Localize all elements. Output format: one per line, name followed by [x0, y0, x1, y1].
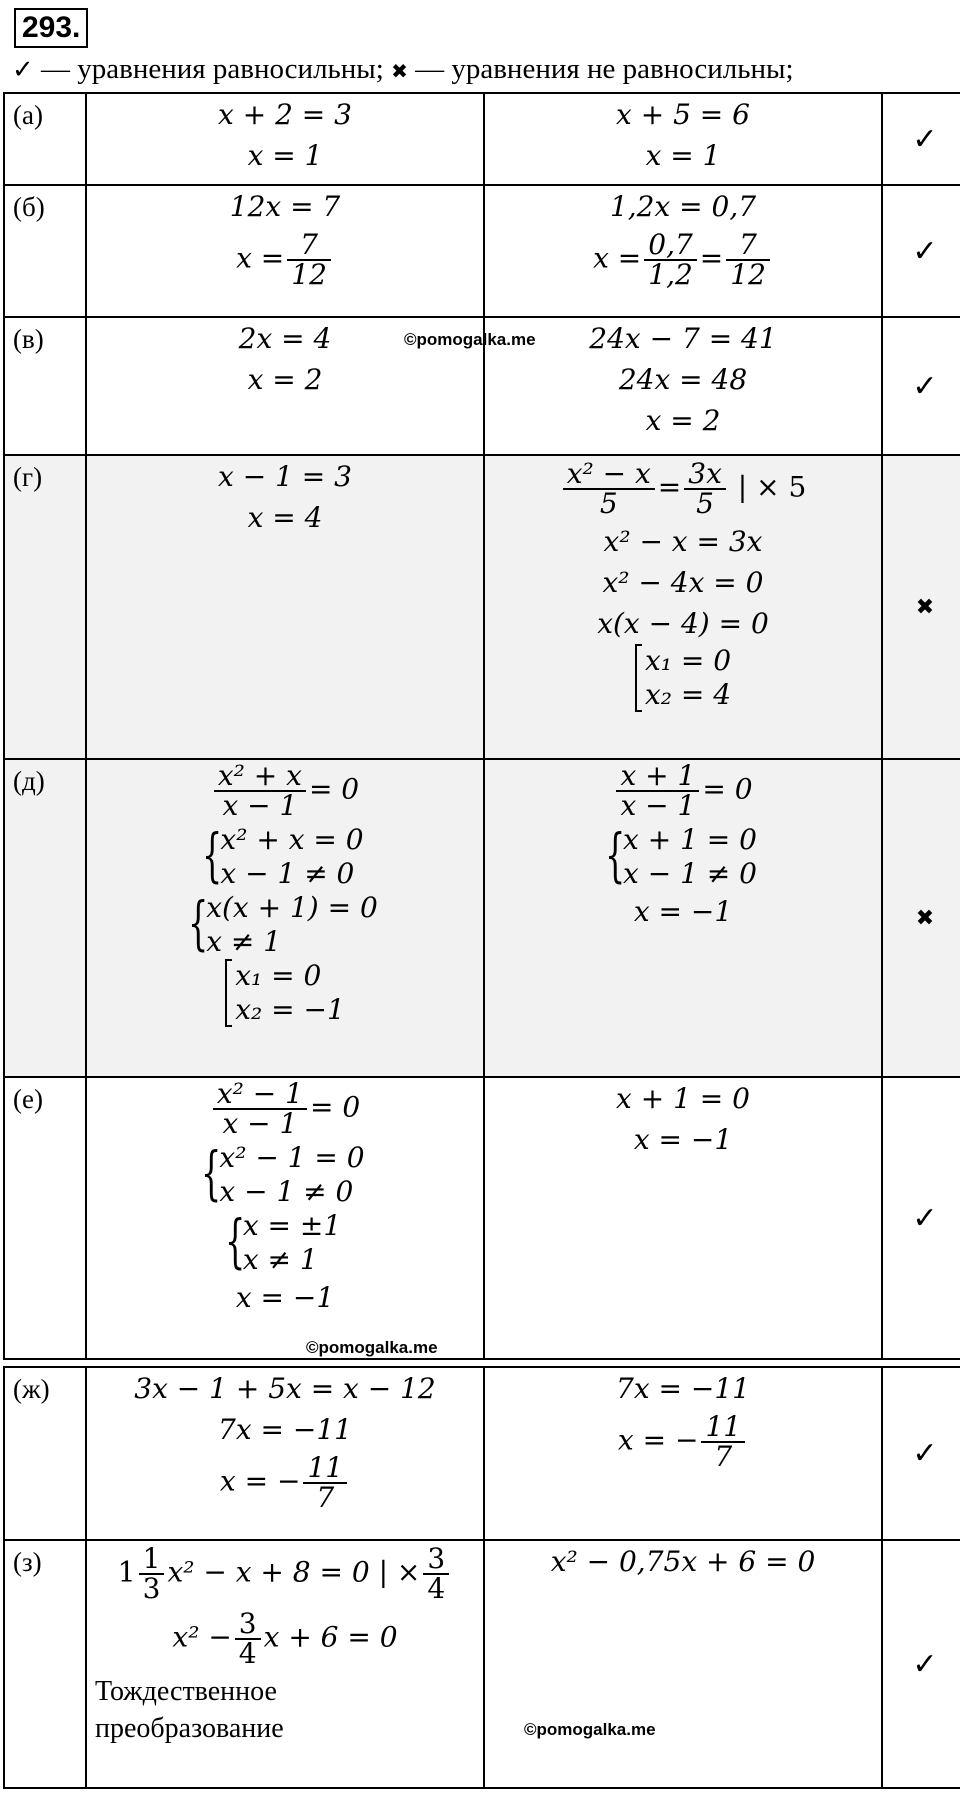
left-equations — [86, 1540, 484, 1788]
denominator: x − 1 — [213, 1108, 307, 1138]
fraction — [684, 457, 726, 520]
denominator: 3 — [139, 1573, 165, 1603]
denominator: 12 — [726, 259, 770, 289]
fraction — [644, 228, 697, 291]
exercise-number: 293. — [14, 8, 88, 48]
system-line: x₁ = 0 — [644, 644, 732, 677]
whole-part: 1 — [117, 1555, 136, 1589]
numerator: 3 — [238, 1607, 257, 1640]
check-icon: ✓ — [12, 55, 34, 85]
check-icon: ✓ — [882, 1077, 960, 1359]
row-label: (г) — [4, 455, 86, 759]
denominator: 5 — [563, 488, 655, 518]
fraction — [213, 1077, 307, 1140]
equation: x = −1 — [633, 1123, 733, 1156]
square-bracket-system — [225, 959, 345, 1027]
equation-body: x² − x + 8 = 0 | × — [167, 1555, 421, 1589]
lhs: x = — [593, 241, 642, 275]
curly-system: { x + 1 = 0 x − 1 ≠ 0 — [605, 821, 757, 890]
equation: x = −1 — [633, 895, 733, 928]
fraction — [303, 1451, 347, 1514]
fraction — [139, 1542, 165, 1605]
cross-icon: ✖ — [882, 455, 960, 759]
equation: 24x − 7 = 41 — [589, 322, 777, 355]
row-e — [4, 1077, 960, 1359]
equals: = — [699, 241, 724, 275]
left-equations — [86, 759, 484, 1077]
equation: x² − 0,75x + 6 = 0 — [550, 1545, 816, 1578]
numerator: 7 — [300, 228, 318, 261]
denominator: x − 1 — [616, 790, 699, 820]
system-line: x(x + 1) = 0 — [206, 891, 378, 924]
numerator: x² + x — [217, 759, 302, 792]
equation: 12x = 7 — [229, 190, 341, 223]
numerator: 1 — [142, 1542, 161, 1575]
fraction — [235, 1607, 261, 1670]
row-d — [4, 759, 960, 1077]
denominator: 12 — [287, 259, 331, 289]
equals: = — [657, 470, 682, 504]
numerator: x² − 1 — [216, 1077, 303, 1110]
row-b — [4, 185, 960, 317]
equals: = 0 — [702, 772, 753, 806]
right-equations — [484, 759, 882, 1077]
right-equations — [484, 455, 882, 759]
right-equations — [484, 185, 882, 317]
equation — [87, 1141, 483, 1209]
denominator: 4 — [235, 1638, 261, 1668]
left-equations — [86, 455, 484, 759]
equation — [485, 227, 881, 292]
equation — [87, 1078, 483, 1141]
equations-table-1 — [3, 92, 960, 1360]
right-equations — [484, 317, 882, 455]
row-label: (д) — [4, 759, 86, 1077]
equals: = 0 — [309, 1090, 361, 1124]
equation: x² − 4x = 0 — [602, 566, 764, 599]
left-equations — [86, 93, 484, 185]
equation: 24x = 48 — [618, 363, 748, 396]
equation — [485, 456, 881, 521]
row-label: (з) — [4, 1540, 86, 1788]
equation — [485, 1409, 881, 1474]
square-bracket-system — [635, 644, 731, 712]
equation — [87, 823, 483, 891]
lhs: x = − — [219, 1464, 301, 1498]
multiplier: | × 5 — [728, 470, 807, 504]
equation: x = 2 — [645, 404, 721, 437]
denominator: 4 — [423, 1573, 449, 1603]
cross-icon: ✖ — [391, 59, 408, 83]
equation — [87, 1209, 483, 1277]
equation: 2x = 4 — [238, 322, 332, 355]
equation: 7x = −11 — [218, 1413, 352, 1446]
system-line: x − 1 ≠ 0 — [220, 857, 355, 890]
equation: x(x − 4) = 0 — [597, 607, 769, 640]
equation — [485, 823, 881, 891]
right-equations — [484, 1540, 882, 1788]
system-line: x₂ = 4 — [644, 678, 732, 711]
equation: x + 2 = 3 — [218, 98, 352, 131]
row-label: (б) — [4, 185, 86, 317]
legend — [12, 52, 794, 88]
check-icon: ✓ — [882, 93, 960, 185]
watermark: ©pomogalka.me — [404, 330, 536, 349]
right-equations — [484, 1367, 882, 1540]
row-g — [4, 455, 960, 759]
row-zh — [4, 1367, 960, 1540]
equation: 3x − 1 + 5x = x − 12 — [134, 1372, 436, 1405]
numerator: 11 — [307, 1451, 344, 1484]
system-line: x ≠ 1 — [242, 1243, 318, 1276]
system-line: x ≠ 1 — [206, 925, 282, 958]
equation: x + 1 = 0 — [616, 1082, 750, 1115]
equation — [87, 891, 483, 959]
curly-system: { x² − 1 = 0 x − 1 ≠ 0 — [201, 1139, 365, 1208]
numerator: 7 — [739, 228, 757, 261]
numerator: x² − x — [566, 457, 651, 490]
equation — [485, 760, 881, 823]
row-a — [4, 93, 960, 185]
equation — [87, 959, 483, 1027]
equation: x = −1 — [235, 1281, 335, 1314]
denominator: 7 — [303, 1482, 347, 1512]
fraction — [214, 759, 306, 822]
row-label: (ж) — [4, 1367, 86, 1540]
equation: 1,2x = 0,7 — [609, 190, 757, 223]
numerator: 3 — [427, 1542, 446, 1575]
equation — [87, 1541, 483, 1606]
equation: x² − x = 3x — [603, 525, 763, 558]
equals: = 0 — [308, 772, 360, 806]
lhs: x = − — [617, 1423, 699, 1457]
denominator: 1,2 — [644, 259, 697, 289]
watermark: ©pomogalka.me — [524, 1720, 656, 1739]
lhs: x² − — [172, 1620, 232, 1654]
numerator: x + 1 — [620, 759, 696, 792]
watermark: ©pomogalka.me — [306, 1338, 438, 1357]
equation — [87, 227, 483, 292]
equation: x = 2 — [247, 363, 323, 396]
fraction — [701, 1410, 745, 1473]
rhs: x + 6 = 0 — [263, 1620, 398, 1654]
system-line: x₁ = 0 — [235, 959, 322, 992]
system-line: x − 1 ≠ 0 — [623, 857, 757, 890]
equation: x − 1 = 3 — [218, 460, 352, 493]
fraction — [726, 228, 770, 291]
numerator: 3x — [688, 457, 722, 490]
fraction — [423, 1542, 449, 1605]
denominator: x − 1 — [214, 790, 306, 820]
row-label: (в) — [4, 317, 86, 455]
denominator: 7 — [701, 1441, 745, 1471]
fraction — [287, 228, 331, 291]
check-icon: ✓ — [882, 1540, 960, 1788]
system-line: x = ±1 — [242, 1209, 342, 1242]
equation — [87, 760, 483, 823]
legend-check-text: — уравнения равносильны; — [33, 53, 392, 85]
denominator: 5 — [684, 488, 726, 518]
row-z — [4, 1540, 960, 1788]
left-equations — [86, 1367, 484, 1540]
fraction — [563, 457, 655, 520]
left-equations — [86, 1077, 484, 1359]
equation — [87, 1606, 483, 1671]
equation: x = 4 — [247, 501, 323, 534]
system-line: x − 1 ≠ 0 — [219, 1175, 354, 1208]
equation — [87, 1450, 483, 1515]
equation — [485, 644, 881, 715]
lhs: x = — [236, 241, 285, 275]
equation: x = 1 — [247, 139, 323, 172]
curly-system: { x(x + 1) = 0 x ≠ 1 — [188, 889, 378, 958]
system-line: x₂ = −1 — [235, 993, 345, 1026]
numerator: 0,7 — [648, 228, 693, 261]
left-equations — [86, 185, 484, 317]
right-equations — [484, 1077, 882, 1359]
row-label: (а) — [4, 93, 86, 185]
note-text: преобразование — [95, 1713, 284, 1744]
check-icon: ✓ — [882, 185, 960, 317]
equations-table-2 — [3, 1366, 960, 1789]
curly-system: { x² + x = 0 x − 1 ≠ 0 — [202, 821, 364, 890]
system-line: x² + x = 0 — [220, 823, 364, 856]
system-line: x + 1 = 0 — [623, 823, 757, 856]
right-equations — [484, 93, 882, 185]
equation: x = 1 — [645, 139, 721, 172]
numerator: 11 — [705, 1410, 742, 1443]
equation: x + 5 = 6 — [616, 98, 750, 131]
check-icon: ✓ — [882, 1367, 960, 1540]
curly-system: { x = ±1 x ≠ 1 — [224, 1207, 342, 1276]
system-line: x² − 1 = 0 — [219, 1141, 365, 1174]
note-text: Тождественное — [95, 1676, 277, 1707]
fraction — [616, 759, 699, 822]
cross-icon: ✖ — [882, 759, 960, 1077]
check-icon: ✓ — [882, 317, 960, 455]
row-label: (е) — [4, 1077, 86, 1359]
legend-cross-text: — уравнения не равносильны; — [407, 53, 794, 85]
equation: 7x = −11 — [616, 1372, 750, 1405]
